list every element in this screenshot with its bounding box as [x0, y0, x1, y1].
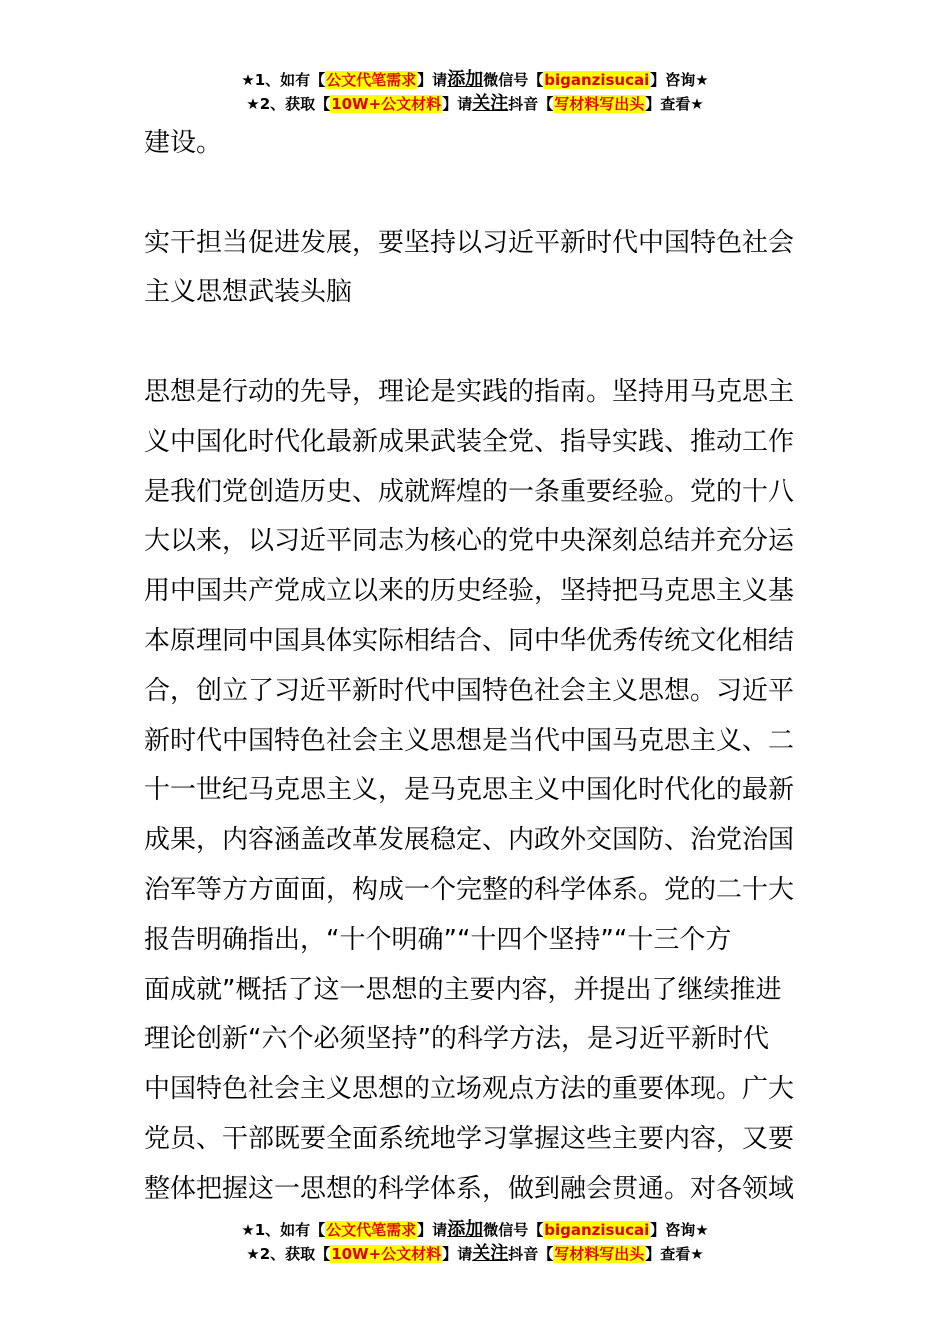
highlight-douyin-account: 写材料写出头: [554, 95, 645, 113]
body-line: 成果，内容涵盖改革发展稳定、内政外交国防、治党治国: [144, 825, 795, 856]
fragment-line: 建设。: [144, 128, 223, 158]
body-line: 治军等方方面面，构成一个完整的科学体系。党的二十大: [144, 874, 795, 905]
heading-line-2: 主义思想武装头脑: [144, 277, 353, 308]
body-line: 思想是行动的先导，理论是实践的指南。坚持用马克思主: [144, 376, 795, 407]
body-line: 中国特色社会主义思想的立场观点方法的重要体现。广大: [144, 1074, 795, 1105]
highlight-service: 公文代笔需求: [326, 71, 417, 89]
body-line: 大以来，以习近平同志为核心的党中央深刻总结并充分运: [144, 526, 795, 557]
body-line: 用中国共产党成立以来的历史经验，坚持把马克思主义基: [144, 576, 795, 607]
body-line: 合，创立了习近平新时代中国特色社会主义思想。习近平: [144, 675, 795, 706]
document-body: [144, 119, 810, 1215]
highlight-douyin-account: 写材料写出头: [554, 1245, 645, 1263]
blank-line: [144, 318, 810, 368]
body-line: 整体把握这一思想的科学体系，做到融会贯通。对各领域: [144, 1173, 795, 1204]
body-line: 义中国化时代化最新成果武装全党、指导实践、推动工作: [144, 426, 795, 457]
body-line: 党员、干部既要全面系统地学习掌握这些主要内容，又要: [144, 1123, 795, 1154]
highlight-materials: 10W+公文材料: [331, 95, 442, 113]
body-line: 新时代中国特色社会主义思想是当代中国马克思主义、二: [144, 725, 795, 756]
blank-line: [144, 169, 810, 219]
header-banner: [0, 68, 950, 116]
highlight-materials: 10W+公文材料: [331, 1245, 442, 1263]
body-line: 面成就”概括了这一思想的主要内容，并提出了继续推进: [144, 974, 782, 1005]
banner-line-2: ★2、获取【10W+公文材料】请关注抖音【写材料写出头】查看★: [246, 93, 704, 114]
heading-line-1: 实干担当促进发展，要坚持以习近平新时代中国特色社会: [144, 227, 795, 258]
highlight-wechat-id: biganzisucai: [544, 1221, 650, 1239]
highlight-wechat-id: biganzisucai: [544, 71, 650, 89]
body-line: 本原理同中国具体实际相结合、同中华优秀传统文化相结: [144, 625, 795, 656]
highlight-service: 公文代笔需求: [326, 1221, 417, 1239]
footer-banner: [0, 1218, 950, 1266]
banner-line-1: ★1、如有【公文代笔需求】请添加微信号【biganzisucai】咨询★: [241, 1219, 709, 1240]
banner-line-2: ★2、获取【10W+公文材料】请关注抖音【写材料写出头】查看★: [246, 1243, 704, 1264]
banner-line-1: ★1、如有【公文代笔需求】请添加微信号【biganzisucai】咨询★: [241, 69, 709, 90]
body-line: 十一世纪马克思主义，是马克思主义中国化时代化的最新: [144, 775, 795, 806]
body-line: 理论创新“六个必须坚持”的科学方法，是习近平新时代: [144, 1024, 769, 1055]
body-line: 报告明确指出，“十个明确”“十四个坚持”“十三个方: [144, 924, 732, 955]
body-line: 是我们党创造历史、成就辉煌的一条重要经验。党的十八: [144, 476, 795, 507]
